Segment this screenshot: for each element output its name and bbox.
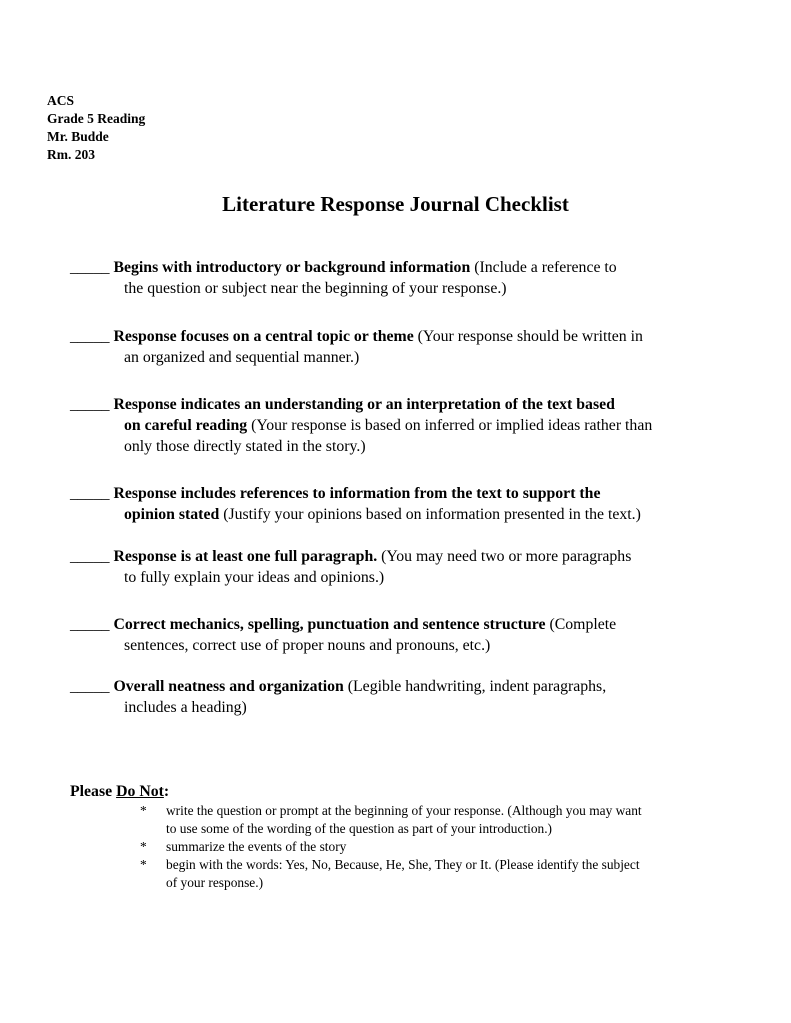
criterion-text: Response is at least one full paragraph.: [113, 548, 378, 565]
criterion-note: (Your response is based on inferred or implied ideas rather than: [247, 417, 653, 434]
checklist-line: [70, 676, 750, 697]
room-number: Rm. 203: [47, 147, 95, 162]
criterion-note: (Include a reference to: [470, 259, 617, 276]
check-blank: _____: [70, 548, 110, 565]
checklist-line: [70, 546, 750, 567]
criterion-text: Response includes references to information from the text to support the: [113, 485, 601, 502]
checklist-line: [70, 567, 750, 588]
criterion-text: opinion stated: [124, 506, 220, 523]
criterion-note: (Legible handwriting, indent paragraphs,: [343, 678, 607, 695]
checklist-line: [70, 394, 750, 415]
please-do-not-heading: [70, 781, 750, 802]
heading-prefix: Please: [70, 783, 117, 800]
do-not-list: [70, 802, 750, 892]
check-blank: _____: [70, 259, 110, 276]
checklist-line: [70, 504, 750, 525]
checklist-line: [70, 436, 750, 457]
criterion-text: Correct mechanics, spelling, punctuation and sentence structure: [113, 616, 546, 633]
heading-suffix: :: [163, 783, 170, 800]
checklist-line: [70, 697, 750, 718]
criterion-note: an organized and sequential manner.): [124, 349, 360, 366]
criterion-text: Response indicates an understanding or an interpretation of the text based: [113, 396, 615, 413]
checklist-line: [70, 347, 750, 368]
asterisk-bullet-icon: *: [140, 803, 147, 818]
checklist-line: [70, 635, 750, 656]
check-blank: _____: [70, 328, 110, 345]
teacher-name: Mr. Budde: [47, 129, 109, 144]
heading-underlined: Do Not: [116, 783, 164, 800]
checklist-line: [70, 483, 750, 504]
criterion-note: (You may need two or more paragraphs: [377, 548, 632, 565]
do-not-text: of your response.): [166, 875, 264, 890]
criterion-text: on careful reading: [124, 417, 248, 434]
school-name: ACS: [47, 93, 75, 108]
criterion-note: sentences, correct use of proper nouns and pronouns, etc.): [124, 637, 491, 654]
checklist-item: [70, 546, 750, 588]
check-blank: _____: [70, 616, 110, 633]
criterion-note: (Your response should be written in: [413, 328, 643, 345]
checklist-item: [70, 614, 750, 656]
checklist-line: [70, 326, 750, 347]
do-not-item: [70, 802, 750, 838]
asterisk-bullet-icon: *: [140, 839, 147, 854]
criterion-text: Begins with introductory or background information: [113, 259, 471, 276]
do-not-item: [70, 856, 750, 892]
do-not-text: write the question or prompt at the beginning of your response. (Although you may want: [166, 803, 642, 818]
criterion-note: only those directly stated in the story.): [124, 438, 366, 455]
criterion-note: to fully explain your ideas and opinions.): [124, 569, 385, 586]
criterion-note: (Complete: [545, 616, 617, 633]
document-header: [47, 92, 145, 164]
criterion-note: (Justify your opinions based on information presented in the text.): [219, 506, 641, 523]
checklist-item: [70, 394, 750, 457]
course-name: Grade 5 Reading: [47, 111, 146, 126]
please-do-not-section: [70, 781, 750, 892]
do-not-text: to use some of the wording of the question as part of your introduction.): [166, 821, 553, 836]
criterion-note: includes a heading): [124, 699, 247, 716]
criterion-note: the question or subject near the beginning of your response.): [124, 280, 507, 297]
checklist-line: [70, 257, 750, 278]
checklist-item: [70, 326, 750, 368]
checklist-item: [70, 483, 750, 525]
checklist-line: [70, 415, 750, 436]
checklist-item: [70, 676, 750, 718]
checklist-line: [70, 614, 750, 635]
do-not-text: summarize the events of the story: [166, 839, 347, 854]
checklist-line: [70, 278, 750, 299]
check-blank: _____: [70, 396, 110, 413]
check-blank: _____: [70, 485, 110, 502]
criterion-text: Overall neatness and organization: [113, 678, 344, 695]
do-not-item: [70, 838, 750, 856]
criterion-text: Response focuses on a central topic or theme: [113, 328, 414, 345]
page-title: Literature Response Journal Checklist: [222, 192, 569, 216]
asterisk-bullet-icon: *: [140, 857, 147, 872]
checklist-item: [70, 257, 750, 299]
check-blank: _____: [70, 678, 110, 695]
do-not-text: begin with the words: Yes, No, Because, He, She, They or It. (Please identify the subject: [166, 857, 640, 872]
